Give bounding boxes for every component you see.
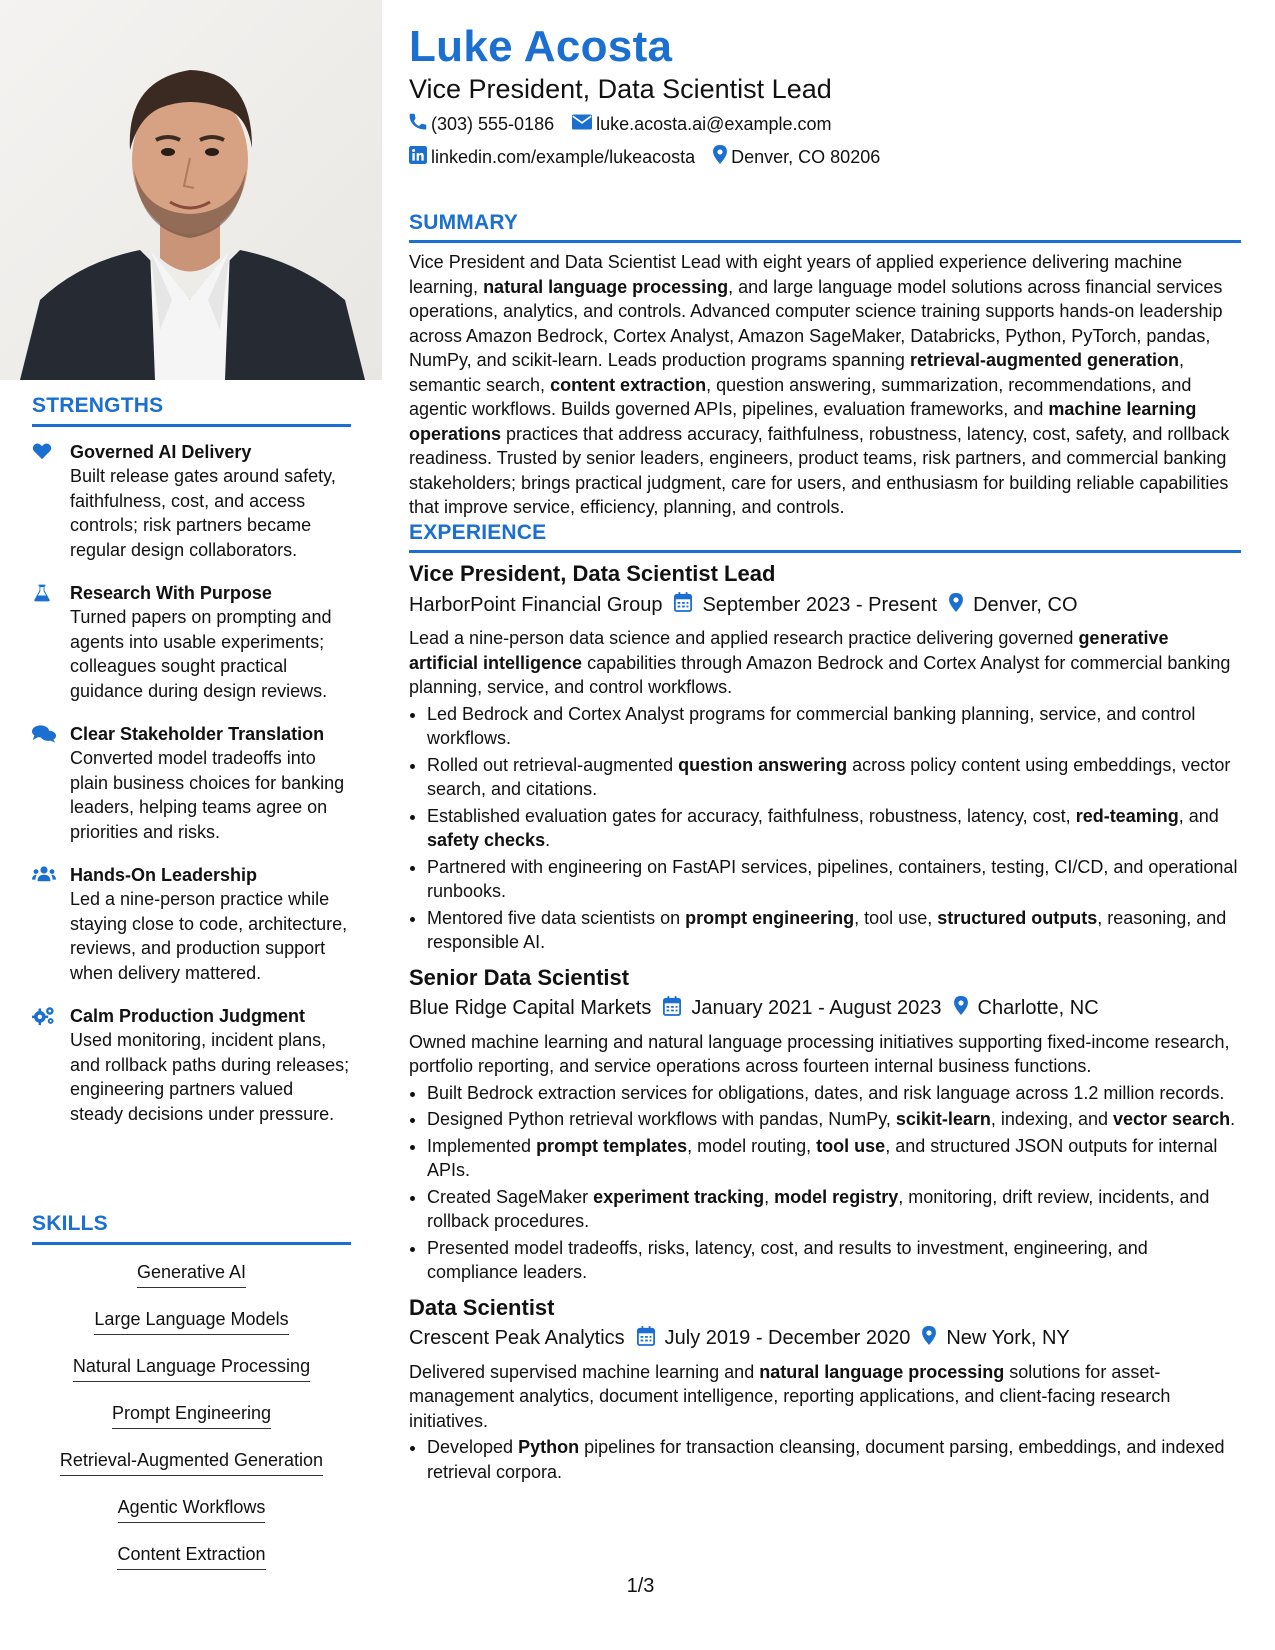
candidate-name: Luke Acosta bbox=[409, 22, 673, 71]
bold-text: natural language processing bbox=[483, 276, 729, 297]
linkedin-contact[interactable] bbox=[409, 146, 695, 169]
bullet-item bbox=[427, 702, 1241, 751]
skill-tag: Content Extraction bbox=[117, 1542, 265, 1570]
skills-section bbox=[32, 1212, 351, 1589]
experience-divider bbox=[409, 550, 1241, 553]
text-run: Rolled out retrieval-augmented bbox=[427, 754, 679, 775]
skills-divider bbox=[32, 1242, 351, 1245]
text-run: , reasoning, and responsible AI. bbox=[427, 907, 1227, 952]
strength-desc: Turned papers on prompting and agents into usable experiments; colleagues sought practical guidance during design reviews. bbox=[70, 607, 332, 701]
bold-text: Python bbox=[518, 1437, 580, 1457]
bold-text: content extraction bbox=[550, 374, 707, 395]
strength-item bbox=[32, 722, 351, 844]
skill-tag: Prompt Engineering bbox=[112, 1401, 271, 1429]
sidebar bbox=[0, 0, 382, 1650]
summary-text bbox=[409, 250, 1241, 520]
job-description bbox=[409, 1360, 1241, 1434]
strengths-divider bbox=[32, 424, 351, 427]
profile-photo bbox=[0, 0, 382, 380]
job-meta bbox=[409, 1326, 1241, 1352]
strength-title: Governed AI Delivery bbox=[70, 442, 252, 462]
candidate-title: Vice President, Data Scientist Lead bbox=[409, 74, 832, 104]
bold-text: red-teaming bbox=[1075, 805, 1179, 826]
summary-divider bbox=[409, 240, 1241, 243]
job-entry bbox=[409, 561, 1241, 955]
text-run: pipelines for transaction cleansing, document parsing, embeddings, and indexed retrieval corpora. bbox=[427, 1437, 1225, 1482]
skill-tag: Agentic Workflows bbox=[118, 1495, 266, 1523]
job-dates: September 2023 - Present bbox=[702, 593, 938, 616]
text-run: , and large language model solutions across financial services operations, analytics, and controls. Advanced computer science training supports hands-on leadership across Amazon Bedrock, Cortex Analyst, Amazon SageMaker, Databricks, Python, PyTorch, pandas, NumPy, and scikit-learn. Leads production programs spanning bbox=[409, 276, 1223, 370]
users-icon bbox=[32, 865, 54, 885]
text-run: Vice President and Data Scientist Lead with eight years of applied experience delivering machine learning, bbox=[409, 252, 1183, 297]
strength-desc: Built release gates around safety, faithfulness, cost, and access controls; risk partners became regular design collaborators. bbox=[70, 466, 336, 560]
strength-desc: Used monitoring, incident plans, and rollback paths during releases; engineering partners valued steady decisions under pressure. bbox=[70, 1030, 350, 1124]
bullet-item bbox=[427, 804, 1241, 853]
bullet-item bbox=[427, 1185, 1241, 1234]
bold-text: structured outputs bbox=[937, 907, 1098, 928]
strengths-section bbox=[32, 394, 351, 1145]
text-run: across policy content using embeddings, vector search, and citations. bbox=[427, 754, 1231, 799]
bullet-item bbox=[427, 1134, 1241, 1183]
skill-tag: Generative AI bbox=[137, 1260, 246, 1288]
experience-heading: EXPERIENCE bbox=[409, 521, 547, 544]
chat-icon bbox=[32, 724, 54, 744]
skill-tag: Natural Language Processing bbox=[73, 1354, 310, 1382]
text-run: . bbox=[545, 830, 551, 850]
email-contact[interactable] bbox=[572, 114, 831, 135]
calendar-icon bbox=[663, 996, 691, 1022]
bold-text: safety checks bbox=[427, 830, 546, 850]
text-run: Lead a nine-person data science and applied research practice delivering governed bbox=[409, 628, 1079, 648]
bold-text: vector search bbox=[1113, 1109, 1231, 1129]
strengths-heading: STRENGTHS bbox=[32, 394, 164, 417]
text-run: Created SageMaker bbox=[427, 1186, 594, 1207]
map-pin-icon bbox=[713, 145, 731, 169]
location-text: Denver, CO 80206 bbox=[731, 146, 881, 167]
bold-text: prompt templates bbox=[536, 1135, 688, 1156]
bold-text: retrieval-augmented generation bbox=[909, 350, 1180, 370]
bold-text: scikit-learn bbox=[895, 1109, 991, 1129]
job-bullets bbox=[409, 1081, 1241, 1285]
contact-row-1 bbox=[409, 113, 849, 136]
strength-item bbox=[32, 863, 351, 985]
job-bullets bbox=[409, 702, 1241, 955]
map-pin-icon bbox=[949, 593, 973, 618]
linkedin-url[interactable]: linkedin.com/example/lukeacosta bbox=[431, 146, 696, 167]
text-run: , bbox=[764, 1186, 775, 1207]
text-run: Implemented bbox=[427, 1135, 537, 1156]
text-run: , model routing, bbox=[687, 1135, 817, 1156]
bullet-item bbox=[427, 1236, 1241, 1285]
strength-title: Hands-On Leadership bbox=[70, 865, 258, 885]
company-name: HarborPoint Financial Group bbox=[409, 593, 663, 616]
strength-desc: Led a nine-person practice while staying close to code, architecture, reviews, and production support when delivery mattered. bbox=[70, 889, 348, 983]
job-meta bbox=[409, 592, 1241, 618]
text-run: practices that address accuracy, faithfulness, robustness, latency, cost, safety, and rollback readiness. Trusted by senior leaders, engineers, product teams, risk partners, and commercial banking stakeholders; brings practical judgment, care for users, and enthusiasm for building reliable capabilities that improve service, efficiency, planning, and controls. bbox=[409, 423, 1230, 517]
summary-section bbox=[409, 211, 1241, 520]
heart-icon bbox=[32, 442, 54, 462]
bold-text: question answering bbox=[678, 754, 848, 775]
page-number: 1/3 bbox=[626, 1575, 655, 1597]
text-run: Owned machine learning and natural language processing initiatives supporting fixed-income research, portfolio reporting, and service operations across fourteen internal business functions. bbox=[409, 1031, 1230, 1076]
text-run: Built Bedrock extraction services for obligations, dates, and risk language across 1.2 million records. bbox=[427, 1082, 1225, 1103]
job-location: New York, NY bbox=[946, 1327, 1070, 1349]
phone-icon bbox=[409, 113, 431, 136]
text-run: Delivered supervised machine learning and bbox=[409, 1361, 760, 1382]
bullet-item bbox=[427, 1435, 1241, 1484]
bold-text: model registry bbox=[774, 1186, 899, 1207]
bullet-item bbox=[427, 1081, 1241, 1106]
strength-title: Research With Purpose bbox=[70, 583, 272, 603]
job-bullets bbox=[409, 1435, 1241, 1484]
text-run: Presented model tradeoffs, risks, latency, cost, and results to investment, engineering, and compliance leaders. bbox=[427, 1237, 1148, 1282]
skills-list bbox=[32, 1260, 351, 1589]
job-location: Denver, CO bbox=[973, 593, 1078, 616]
text-run: capabilities through Amazon Bedrock and Cortex Analyst for commercial banking planning, service, and control workflows. bbox=[409, 652, 1231, 697]
text-run: , and bbox=[1178, 805, 1219, 826]
company-name: Blue Ridge Capital Markets bbox=[409, 997, 652, 1019]
text-run: Mentored five data scientists on bbox=[427, 907, 686, 928]
strength-item bbox=[32, 581, 351, 703]
contact-row-2 bbox=[409, 145, 898, 169]
text-run: Designed Python retrieval workflows with pandas, NumPy, bbox=[427, 1109, 896, 1129]
job-description bbox=[409, 1030, 1241, 1079]
job-role: Data Scientist bbox=[409, 1294, 555, 1320]
text-run: , semantic search, bbox=[409, 350, 1185, 395]
experience-section bbox=[409, 521, 1241, 1486]
strength-title: Clear Stakeholder Translation bbox=[70, 724, 325, 744]
bullet-item bbox=[427, 906, 1241, 955]
location-contact bbox=[713, 145, 880, 169]
skills-heading: SKILLS bbox=[32, 1212, 108, 1235]
strength-desc: Converted model tradeoffs into plain business choices for banking leaders, helping teams agree on priorities and risks. bbox=[70, 748, 345, 842]
bullet-item bbox=[427, 753, 1241, 802]
strength-item bbox=[32, 1004, 351, 1126]
skill-tag: Large Language Models bbox=[94, 1307, 288, 1335]
summary-heading: SUMMARY bbox=[409, 211, 519, 234]
text-run: , tool use, bbox=[854, 907, 938, 928]
flask-icon bbox=[32, 583, 54, 603]
envelope-icon bbox=[572, 114, 596, 135]
job-location: Charlotte, NC bbox=[977, 997, 1099, 1019]
bullet-item bbox=[427, 855, 1241, 904]
text-run: Established evaluation gates for accuracy, faithfulness, robustness, latency, cost, bbox=[427, 805, 1076, 826]
strength-title: Calm Production Judgment bbox=[70, 1006, 306, 1026]
job-description bbox=[409, 626, 1241, 700]
skill-tag: Retrieval-Augmented Generation bbox=[60, 1448, 323, 1476]
calendar-icon bbox=[637, 1326, 665, 1352]
job-role: Senior Data Scientist bbox=[409, 964, 630, 990]
phone-contact bbox=[409, 113, 554, 136]
text-run: Partnered with engineering on FastAPI services, pipelines, containers, testing, CI/CD, and operational runbooks. bbox=[427, 856, 1238, 901]
job-dates: July 2019 - December 2020 bbox=[664, 1327, 911, 1349]
gears-icon bbox=[32, 1006, 54, 1026]
bold-text: prompt engineering bbox=[685, 907, 855, 928]
email-address[interactable]: luke.acosta.ai@example.com bbox=[596, 114, 832, 134]
text-run: , indexing, and bbox=[990, 1109, 1114, 1129]
bold-text: generative artificial intelligence bbox=[409, 628, 1169, 673]
text-run: , question answering, summarization, recommendations, and agentic workflows. Builds governed APIs, pipelines, evaluation frameworks, and bbox=[409, 374, 1192, 419]
bold-text: natural language processing bbox=[759, 1361, 1005, 1382]
text-run: Developed bbox=[427, 1437, 519, 1457]
text-run: , and structured JSON outputs for internal APIs. bbox=[427, 1135, 1218, 1180]
calendar-icon bbox=[674, 592, 702, 618]
text-run: , monitoring, drift review, incidents, and rollback procedures. bbox=[427, 1186, 1210, 1231]
job-meta bbox=[409, 996, 1241, 1022]
text-run: . bbox=[1230, 1109, 1236, 1129]
job-entry bbox=[409, 1295, 1241, 1485]
bold-text: experiment tracking bbox=[593, 1186, 765, 1207]
job-role: Vice President, Data Scientist Lead bbox=[409, 561, 776, 586]
map-pin-icon bbox=[954, 996, 978, 1021]
bold-text: machine learning operations bbox=[409, 399, 1197, 444]
company-name: Crescent Peak Analytics bbox=[409, 1327, 625, 1349]
bold-text: tool use bbox=[816, 1135, 886, 1156]
linkedin-icon bbox=[409, 146, 431, 169]
phone-number: (303) 555-0186 bbox=[431, 114, 555, 134]
text-run: Led Bedrock and Cortex Analyst programs for commercial banking planning, service, and control workflows. bbox=[427, 703, 1196, 748]
map-pin-icon bbox=[922, 1326, 946, 1351]
job-dates: January 2021 - August 2023 bbox=[691, 997, 942, 1019]
bullet-item bbox=[427, 1107, 1241, 1132]
strength-item bbox=[32, 440, 351, 562]
text-run: solutions for asset-management analytics, document intelligence, reporting applications, and client-facing research initiatives. bbox=[409, 1361, 1171, 1431]
job-entry bbox=[409, 965, 1241, 1285]
